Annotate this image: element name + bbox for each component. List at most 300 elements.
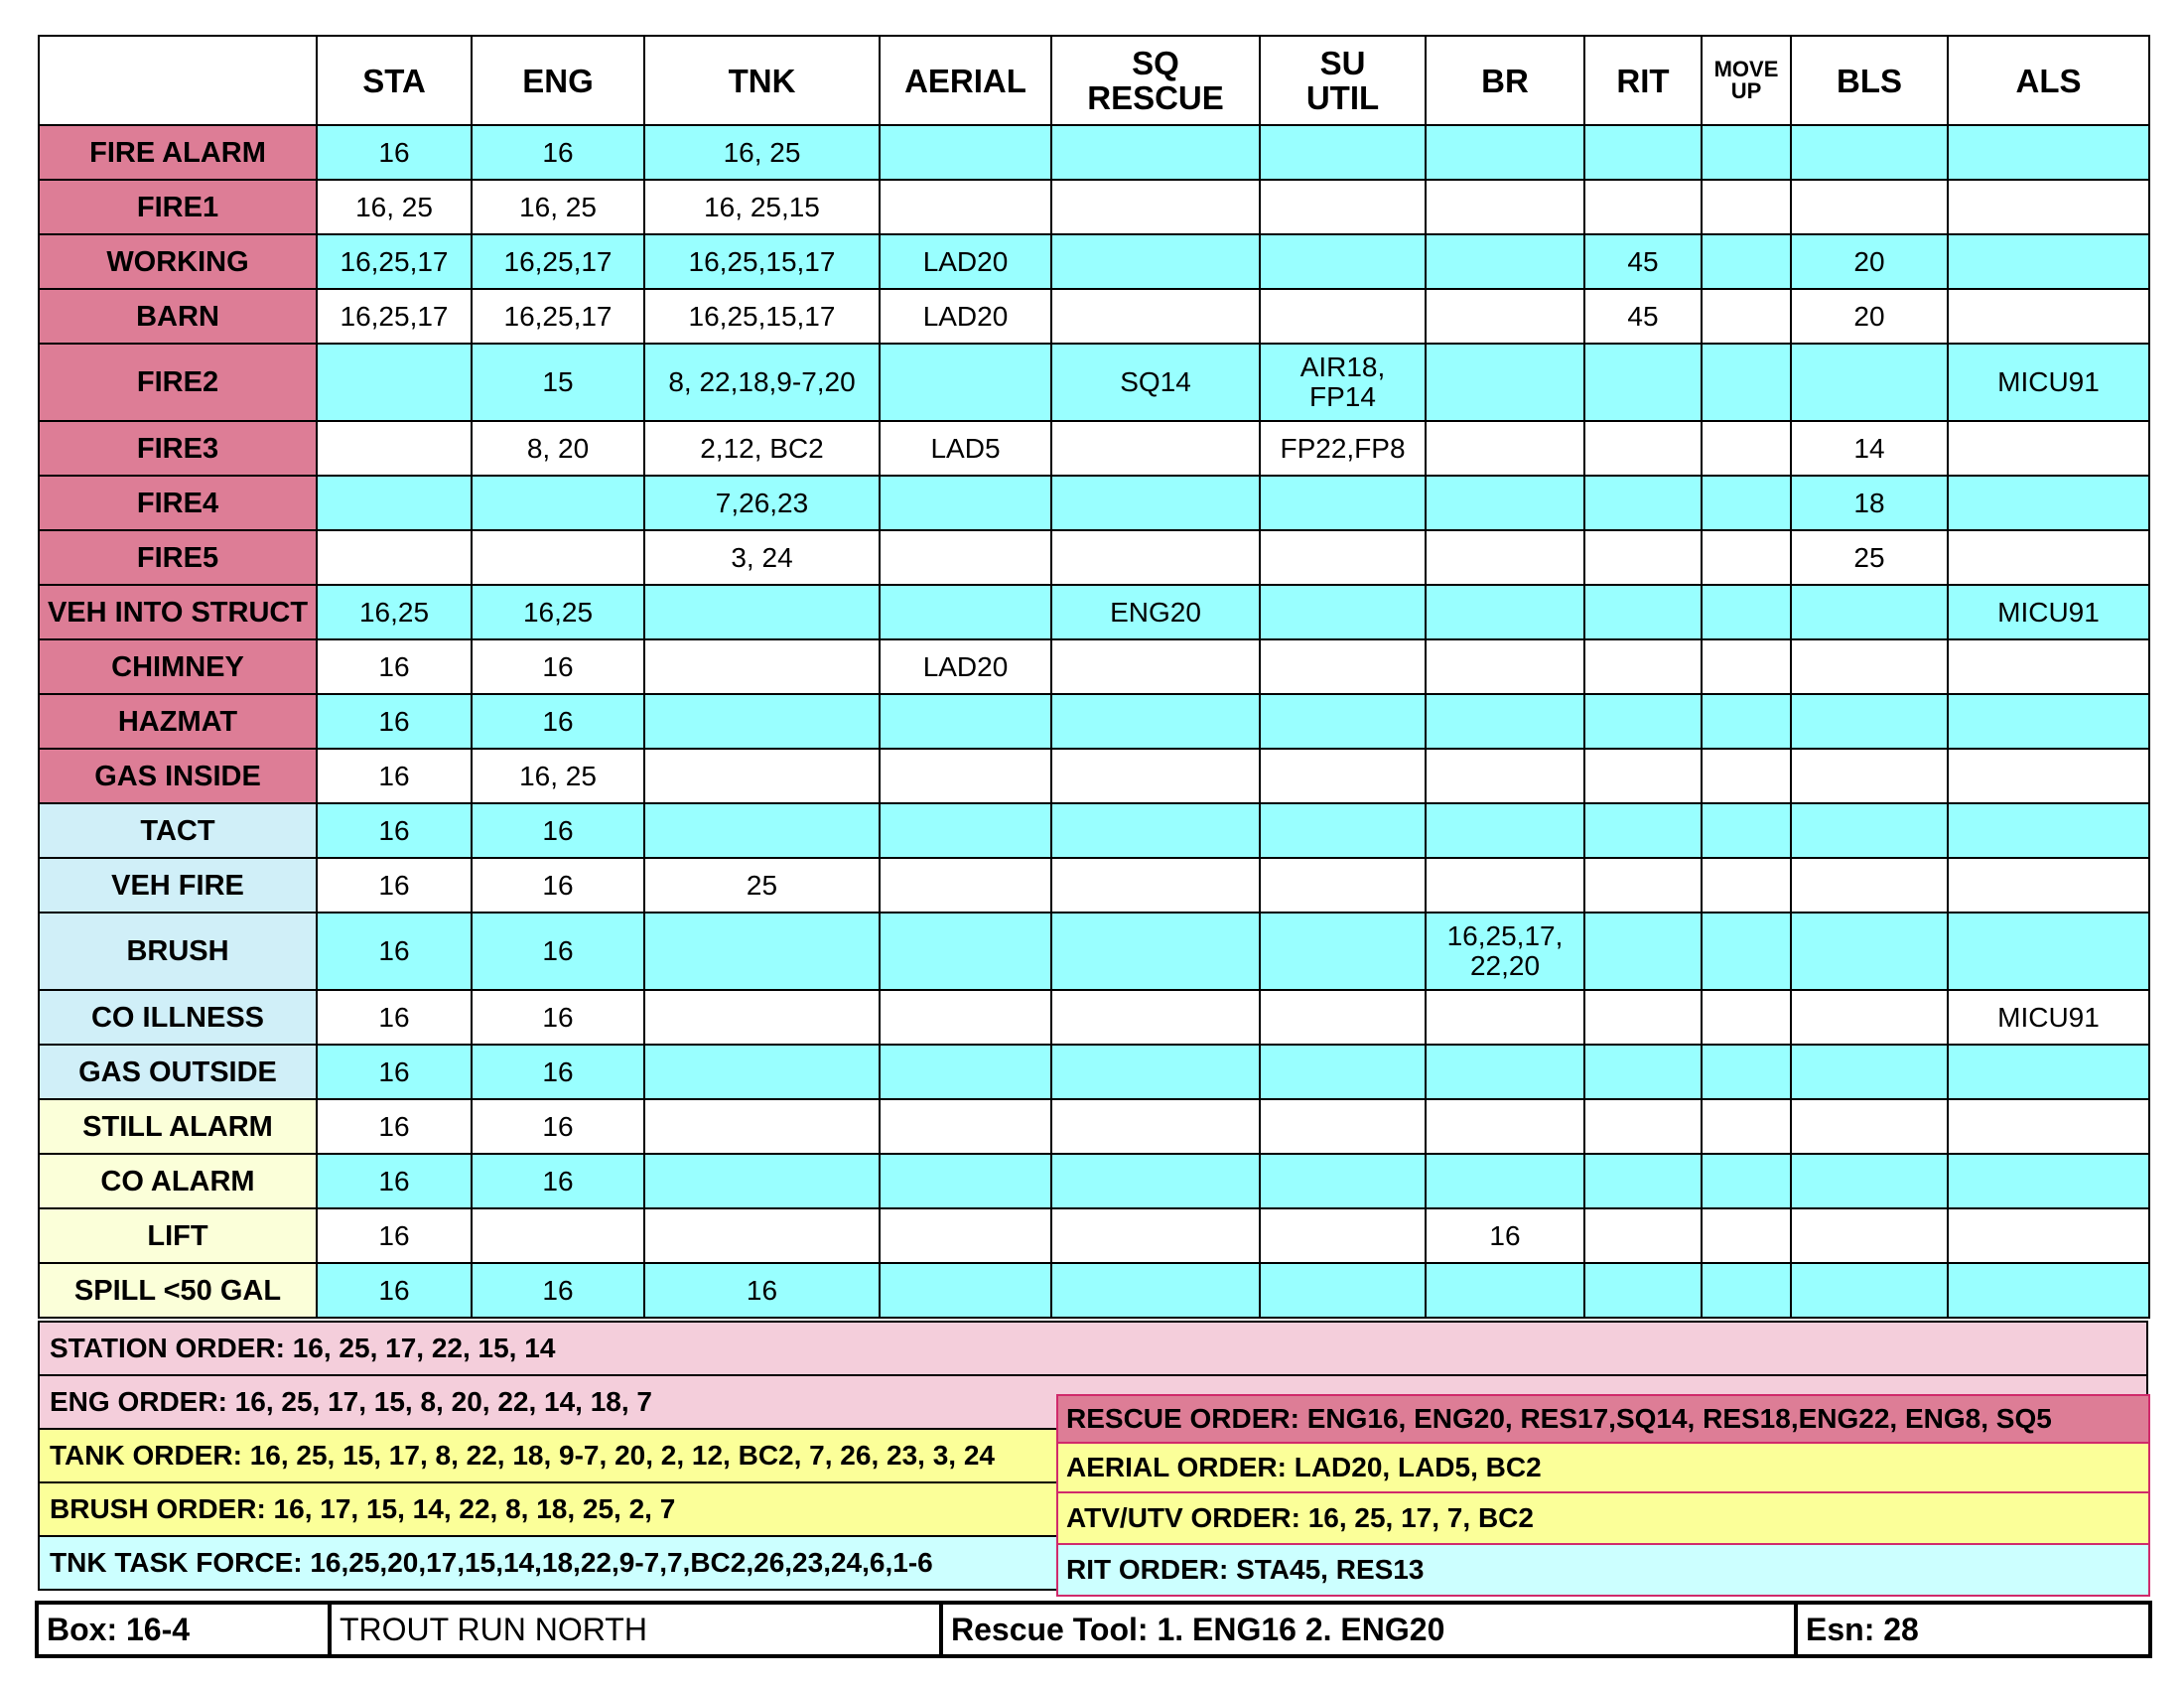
table-cell xyxy=(1791,803,1948,858)
row-label: SPILL <50 GAL xyxy=(39,1263,317,1318)
table-cell xyxy=(1702,1045,1791,1099)
col-header: TNK xyxy=(644,36,880,125)
table-row xyxy=(39,421,2149,476)
table-cell xyxy=(1051,639,1260,694)
table-cell: 16, 25 xyxy=(472,180,644,234)
table-cell: 7,26,23 xyxy=(644,476,880,530)
table-cell xyxy=(644,749,880,803)
table-cell: 16 xyxy=(317,1263,472,1318)
table-cell: 16, 25 xyxy=(472,749,644,803)
table-cell xyxy=(1584,585,1702,639)
table-cell: 16 xyxy=(317,694,472,749)
table-cell xyxy=(880,1154,1051,1208)
table-cell xyxy=(880,803,1051,858)
table-cell xyxy=(1260,585,1426,639)
table-cell xyxy=(1702,234,1791,289)
table-cell: LAD20 xyxy=(880,234,1051,289)
table-cell xyxy=(1791,1099,1948,1154)
table-cell xyxy=(1260,694,1426,749)
table-cell xyxy=(472,530,644,585)
table-cell: 16 xyxy=(472,1263,644,1318)
table-cell xyxy=(472,476,644,530)
table-cell xyxy=(1051,421,1260,476)
table-cell xyxy=(1791,990,1948,1045)
table-cell xyxy=(1948,1099,2149,1154)
area-name: TROUT RUN NORTH xyxy=(332,1605,943,1654)
table-cell xyxy=(880,694,1051,749)
table-cell xyxy=(1948,858,2149,913)
table-cell xyxy=(644,694,880,749)
table-cell xyxy=(1260,1154,1426,1208)
eng-order: ENG ORDER: 16, 25, 17, 15, 8, 20, 22, 14, 18, 7 xyxy=(38,1374,2148,1430)
table-cell xyxy=(1584,476,1702,530)
table-cell xyxy=(1948,530,2149,585)
table-cell: 16 xyxy=(317,1099,472,1154)
table-cell xyxy=(1948,803,2149,858)
table-cell xyxy=(1948,1154,2149,1208)
table-cell xyxy=(644,639,880,694)
table-cell xyxy=(1426,990,1584,1045)
table-cell xyxy=(1260,234,1426,289)
table-cell: 16 xyxy=(472,1099,644,1154)
table-cell xyxy=(1948,1208,2149,1263)
table-row xyxy=(39,694,2149,749)
table-cell xyxy=(1791,749,1948,803)
table-cell xyxy=(1791,344,1948,421)
table-cell xyxy=(472,1208,644,1263)
col-header: BLS xyxy=(1791,36,1948,125)
table-cell: 16 xyxy=(472,1154,644,1208)
table-cell: 20 xyxy=(1791,234,1948,289)
table-row xyxy=(39,125,2149,180)
table-cell xyxy=(880,1045,1051,1099)
table-cell xyxy=(1260,1099,1426,1154)
table-cell xyxy=(1702,694,1791,749)
table-cell xyxy=(1948,234,2149,289)
box-number: Box: 16-4 xyxy=(39,1605,332,1654)
row-label: TACT xyxy=(39,803,317,858)
table-cell xyxy=(1426,749,1584,803)
table-cell xyxy=(1948,476,2149,530)
table-cell xyxy=(880,1099,1051,1154)
table-cell xyxy=(1260,125,1426,180)
table-cell xyxy=(1702,180,1791,234)
dispatch-grid xyxy=(38,35,2150,1319)
table-cell xyxy=(1584,749,1702,803)
table-row xyxy=(39,180,2149,234)
table-cell xyxy=(1702,1263,1791,1318)
row-label: FIRE1 xyxy=(39,180,317,234)
table-cell xyxy=(880,749,1051,803)
table-cell xyxy=(1051,234,1260,289)
table-cell: 16 xyxy=(472,694,644,749)
table-cell xyxy=(880,530,1051,585)
table-cell xyxy=(644,1208,880,1263)
table-cell: 16,25,17, 22,20 xyxy=(1426,913,1584,990)
table-cell: LAD5 xyxy=(880,421,1051,476)
rit-order: RIT ORDER: STA45, RES13 xyxy=(1056,1543,2150,1597)
table-row xyxy=(39,234,2149,289)
table-cell xyxy=(1791,1208,1948,1263)
table-cell xyxy=(1702,1154,1791,1208)
col-header xyxy=(39,36,317,125)
table-cell xyxy=(880,1208,1051,1263)
table-cell xyxy=(1584,344,1702,421)
table-cell xyxy=(1791,858,1948,913)
table-cell: 16,25,17 xyxy=(472,234,644,289)
table-cell xyxy=(1051,1208,1260,1263)
table-cell xyxy=(1051,530,1260,585)
table-cell xyxy=(1426,694,1584,749)
table-row xyxy=(39,344,2149,421)
table-cell xyxy=(1260,476,1426,530)
table-cell xyxy=(1051,803,1260,858)
table-row xyxy=(39,1099,2149,1154)
table-cell xyxy=(1426,1045,1584,1099)
table-cell xyxy=(317,476,472,530)
table-row xyxy=(39,1154,2149,1208)
table-cell: MICU91 xyxy=(1948,990,2149,1045)
table-cell xyxy=(1702,585,1791,639)
table-cell xyxy=(1948,694,2149,749)
table-cell xyxy=(1051,1263,1260,1318)
table-cell: 16 xyxy=(317,125,472,180)
row-label: HAZMAT xyxy=(39,694,317,749)
table-cell xyxy=(1260,639,1426,694)
table-cell xyxy=(1702,344,1791,421)
table-cell xyxy=(1584,639,1702,694)
table-cell xyxy=(1260,1045,1426,1099)
col-header: SU UTIL xyxy=(1260,36,1426,125)
table-cell: 8, 20 xyxy=(472,421,644,476)
row-label: CO ILLNESS xyxy=(39,990,317,1045)
table-cell: 16,25,17 xyxy=(472,289,644,344)
table-cell: 45 xyxy=(1584,234,1702,289)
table-cell xyxy=(1791,125,1948,180)
table-cell xyxy=(1791,180,1948,234)
table-cell xyxy=(1426,639,1584,694)
row-label: GAS OUTSIDE xyxy=(39,1045,317,1099)
table-cell xyxy=(1702,1099,1791,1154)
table-cell: LAD20 xyxy=(880,289,1051,344)
table-cell: 16 xyxy=(317,749,472,803)
table-row xyxy=(39,476,2149,530)
table-cell xyxy=(1702,530,1791,585)
table-cell xyxy=(317,530,472,585)
table-cell xyxy=(1051,1154,1260,1208)
table-cell: SQ14 xyxy=(1051,344,1260,421)
row-label: BRUSH xyxy=(39,913,317,990)
table-cell: 16 xyxy=(317,913,472,990)
table-cell xyxy=(1702,1208,1791,1263)
table-cell xyxy=(1051,913,1260,990)
table-cell xyxy=(1426,289,1584,344)
table-row xyxy=(39,990,2149,1045)
table-cell xyxy=(1051,749,1260,803)
row-label: FIRE5 xyxy=(39,530,317,585)
table-cell xyxy=(1260,990,1426,1045)
table-cell xyxy=(1584,1263,1702,1318)
table-cell: MICU91 xyxy=(1948,585,2149,639)
table-cell: 16,25 xyxy=(317,585,472,639)
col-header: ENG xyxy=(472,36,644,125)
table-cell xyxy=(1426,530,1584,585)
table-cell xyxy=(880,344,1051,421)
row-label: LIFT xyxy=(39,1208,317,1263)
table-cell: MICU91 xyxy=(1948,344,2149,421)
table-cell: 16 xyxy=(317,990,472,1045)
rescue-tool: Rescue Tool: 1. ENG16 2. ENG20 xyxy=(943,1605,1798,1654)
table-cell xyxy=(1948,1263,2149,1318)
header-row xyxy=(39,36,2149,125)
table-row xyxy=(39,803,2149,858)
table-cell: FP22,FP8 xyxy=(1260,421,1426,476)
table-cell: 16 xyxy=(472,639,644,694)
table-cell xyxy=(1051,858,1260,913)
table-cell xyxy=(1948,1045,2149,1099)
table-cell xyxy=(317,421,472,476)
table-cell: 16,25,15,17 xyxy=(644,234,880,289)
table-cell: LAD20 xyxy=(880,639,1051,694)
table-cell xyxy=(1260,913,1426,990)
footer-bar xyxy=(35,1601,2152,1658)
table-cell: 20 xyxy=(1791,289,1948,344)
table-cell xyxy=(644,803,880,858)
table-cell: 16 xyxy=(317,803,472,858)
table-cell: 16 xyxy=(317,1045,472,1099)
table-cell: 3, 24 xyxy=(644,530,880,585)
table-row xyxy=(39,858,2149,913)
table-cell: 16, 25,15 xyxy=(644,180,880,234)
table-cell: 25 xyxy=(1791,530,1948,585)
table-cell xyxy=(880,476,1051,530)
rescue-order: RESCUE ORDER: ENG16, ENG20, RES17,SQ14, RES18,ENG22, ENG8, SQ5 xyxy=(1056,1394,2150,1444)
table-cell xyxy=(880,913,1051,990)
table-cell xyxy=(1426,180,1584,234)
table-cell xyxy=(1584,990,1702,1045)
table-cell: 16,25,15,17 xyxy=(644,289,880,344)
table-cell xyxy=(1426,1154,1584,1208)
row-label: FIRE4 xyxy=(39,476,317,530)
table-cell xyxy=(1702,803,1791,858)
atv-utv-order: ATV/UTV ORDER: 16, 25, 17, 7, BC2 xyxy=(1056,1491,2150,1545)
table-row xyxy=(39,530,2149,585)
table-cell xyxy=(1584,913,1702,990)
tank-order: TANK ORDER: 16, 25, 15, 17, 8, 22, 18, 9-7, 20, 2, 12, BC2, 7, 26, 23, 3, 24 xyxy=(38,1428,2148,1483)
table-cell: 16,25,17 xyxy=(317,234,472,289)
table-cell: 8, 22,18,9-7,20 xyxy=(644,344,880,421)
col-header: MOVE UP xyxy=(1702,36,1791,125)
table-cell: 16 xyxy=(644,1263,880,1318)
table-cell xyxy=(1948,125,2149,180)
table-cell xyxy=(1260,1263,1426,1318)
table-cell xyxy=(1426,1099,1584,1154)
table-cell xyxy=(1584,694,1702,749)
table-cell xyxy=(1051,694,1260,749)
table-cell xyxy=(1051,990,1260,1045)
row-label: WORKING xyxy=(39,234,317,289)
table-cell xyxy=(1584,180,1702,234)
table-cell xyxy=(1426,125,1584,180)
table-cell xyxy=(1260,1208,1426,1263)
col-header: SQ RESCUE xyxy=(1051,36,1260,125)
table-cell xyxy=(1260,749,1426,803)
table-cell xyxy=(644,1154,880,1208)
table-cell xyxy=(1584,1208,1702,1263)
row-label: FIRE3 xyxy=(39,421,317,476)
table-cell xyxy=(1791,1154,1948,1208)
table-row xyxy=(39,639,2149,694)
table-cell: 16 xyxy=(472,990,644,1045)
table-cell xyxy=(880,858,1051,913)
table-cell: 16 xyxy=(472,913,644,990)
table-cell xyxy=(1426,344,1584,421)
table-cell xyxy=(1051,180,1260,234)
table-cell xyxy=(644,585,880,639)
table-cell xyxy=(1702,421,1791,476)
grid-body xyxy=(39,125,2149,1318)
table-cell xyxy=(1426,421,1584,476)
table-cell xyxy=(1584,803,1702,858)
table-cell xyxy=(1584,1045,1702,1099)
table-cell: AIR18, FP14 xyxy=(1260,344,1426,421)
col-header: AERIAL xyxy=(880,36,1051,125)
table-cell: 16 xyxy=(317,1208,472,1263)
table-cell xyxy=(1702,749,1791,803)
table-cell xyxy=(644,913,880,990)
table-cell: 16,25,17 xyxy=(317,289,472,344)
table-cell xyxy=(880,125,1051,180)
table-cell xyxy=(1791,1045,1948,1099)
table-cell xyxy=(1584,530,1702,585)
table-cell xyxy=(1702,990,1791,1045)
table-cell xyxy=(1426,476,1584,530)
aerial-order: AERIAL ORDER: LAD20, LAD5, BC2 xyxy=(1056,1442,2150,1493)
table-cell xyxy=(317,344,472,421)
row-label: FIRE ALARM xyxy=(39,125,317,180)
table-cell xyxy=(1260,858,1426,913)
table-cell xyxy=(1260,180,1426,234)
table-cell: 16 xyxy=(317,1154,472,1208)
table-row xyxy=(39,913,2149,990)
table-cell xyxy=(1051,125,1260,180)
row-label: FIRE2 xyxy=(39,344,317,421)
table-cell xyxy=(1051,476,1260,530)
table-row xyxy=(39,1208,2149,1263)
row-label: STILL ALARM xyxy=(39,1099,317,1154)
row-label: CHIMNEY xyxy=(39,639,317,694)
tnk-task-force: TNK TASK FORCE: 16,25,20,17,15,14,18,22,9-7,7,BC2,26,23,24,6,1-6 xyxy=(38,1535,2148,1591)
table-cell: 16, 25 xyxy=(644,125,880,180)
table-cell xyxy=(1702,289,1791,344)
table-cell xyxy=(1948,421,2149,476)
table-cell: 15 xyxy=(472,344,644,421)
table-cell xyxy=(1584,421,1702,476)
table-cell xyxy=(1702,913,1791,990)
table-cell xyxy=(1051,1045,1260,1099)
table-cell: 25 xyxy=(644,858,880,913)
col-header: BR xyxy=(1426,36,1584,125)
table-cell: 2,12, BC2 xyxy=(644,421,880,476)
table-cell: 16 xyxy=(317,858,472,913)
table-cell xyxy=(1051,1099,1260,1154)
table-cell xyxy=(1948,180,2149,234)
table-cell xyxy=(1584,1099,1702,1154)
col-header: ALS xyxy=(1948,36,2149,125)
table-cell xyxy=(1791,694,1948,749)
table-cell xyxy=(1791,913,1948,990)
table-cell xyxy=(1426,803,1584,858)
table-cell xyxy=(1702,476,1791,530)
table-cell xyxy=(880,1263,1051,1318)
table-cell xyxy=(644,1099,880,1154)
table-cell xyxy=(1948,639,2149,694)
table-cell xyxy=(1426,234,1584,289)
table-cell xyxy=(1260,530,1426,585)
table-cell: 16 xyxy=(317,639,472,694)
row-label: VEH FIRE xyxy=(39,858,317,913)
table-cell xyxy=(1051,289,1260,344)
table-cell xyxy=(880,180,1051,234)
table-cell xyxy=(1948,913,2149,990)
table-cell: 16 xyxy=(472,858,644,913)
table-cell xyxy=(1584,1154,1702,1208)
table-cell: 16 xyxy=(472,803,644,858)
table-cell xyxy=(1791,585,1948,639)
table-cell: 14 xyxy=(1791,421,1948,476)
table-cell xyxy=(1948,749,2149,803)
table-cell xyxy=(1260,289,1426,344)
table-cell: 16 xyxy=(472,1045,644,1099)
table-cell xyxy=(1426,1263,1584,1318)
table-cell xyxy=(1948,289,2149,344)
esn: Esn: 28 xyxy=(1806,1611,1919,1647)
table-cell xyxy=(1702,858,1791,913)
row-label: CO ALARM xyxy=(39,1154,317,1208)
row-label: BARN xyxy=(39,289,317,344)
table-cell xyxy=(1791,1263,1948,1318)
table-row xyxy=(39,1045,2149,1099)
table-cell: 45 xyxy=(1584,289,1702,344)
brush-order: BRUSH ORDER: 16, 17, 15, 14, 22, 8, 18, 25, 2, 7 xyxy=(38,1481,2148,1537)
table-cell xyxy=(644,1045,880,1099)
table-row xyxy=(39,1263,2149,1318)
table-cell xyxy=(644,990,880,1045)
col-header: RIT xyxy=(1584,36,1702,125)
table-cell xyxy=(1260,803,1426,858)
table-cell: 16, 25 xyxy=(317,180,472,234)
table-cell xyxy=(1426,585,1584,639)
table-row xyxy=(39,749,2149,803)
table-cell: 16 xyxy=(472,125,644,180)
table-cell: ENG20 xyxy=(1051,585,1260,639)
table-cell xyxy=(1584,858,1702,913)
table-cell: 16 xyxy=(1426,1208,1584,1263)
table-cell: 16,25 xyxy=(472,585,644,639)
table-cell xyxy=(880,585,1051,639)
table-cell: 18 xyxy=(1791,476,1948,530)
table-cell xyxy=(1702,639,1791,694)
table-cell xyxy=(880,990,1051,1045)
table-row xyxy=(39,585,2149,639)
table-cell xyxy=(1702,125,1791,180)
table-row xyxy=(39,289,2149,344)
station-order: STATION ORDER: 16, 25, 17, 22, 15, 14 xyxy=(38,1321,2148,1376)
row-label: VEH INTO STRUCT xyxy=(39,585,317,639)
table-cell xyxy=(1584,125,1702,180)
col-header: STA xyxy=(317,36,472,125)
table-cell xyxy=(1791,639,1948,694)
